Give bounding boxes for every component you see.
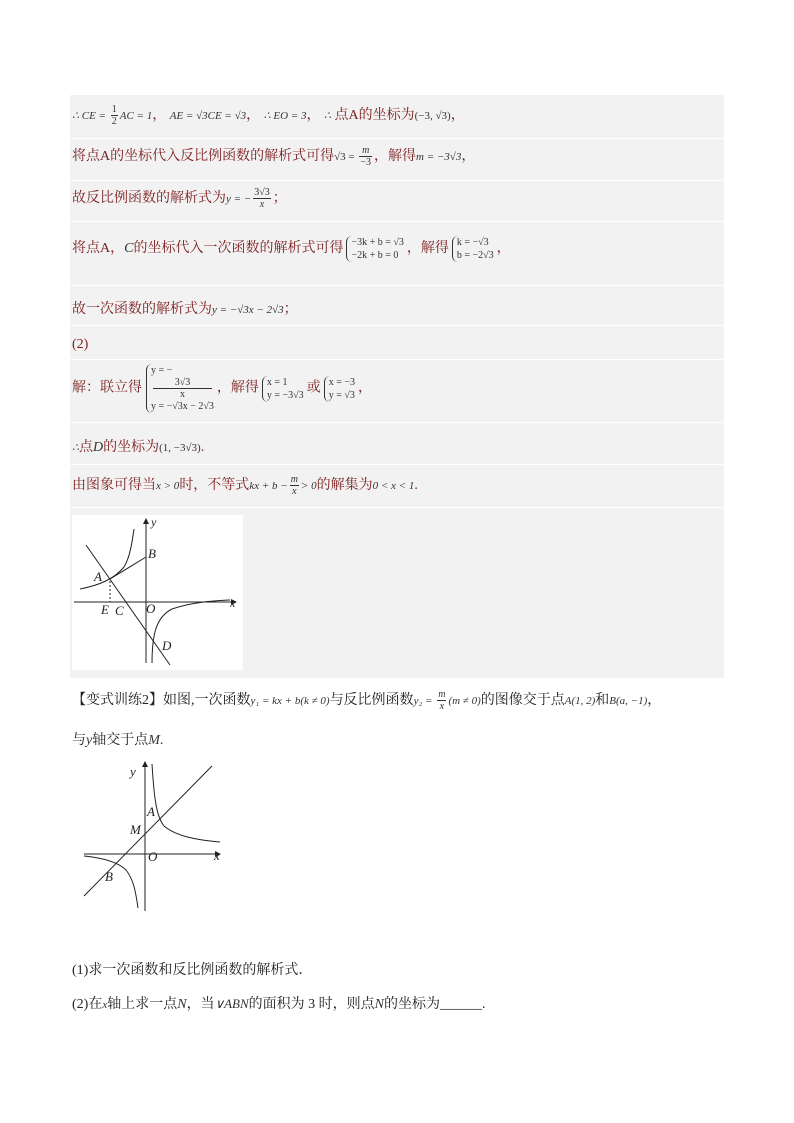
equation: y = −3√3 <box>266 389 304 401</box>
punct: . <box>414 478 418 493</box>
math: (m ≠ 0) <box>448 695 481 707</box>
label-B: B <box>148 546 156 561</box>
math: ∴ EO = 3 <box>263 110 307 122</box>
equation-system <box>346 236 403 262</box>
text: ，解得 <box>374 149 416 164</box>
math: y₁ = kx + b(k ≠ 0) <box>250 695 330 707</box>
punct: ， <box>461 149 476 164</box>
math: > 0 <box>300 480 317 492</box>
fraction-denominator: x <box>292 486 297 498</box>
linear-function-line <box>86 545 170 665</box>
answer-blank[interactable]: ______ <box>439 997 482 1012</box>
row-divider <box>70 180 724 181</box>
text: 故一次函数的解析式为 <box>72 302 212 317</box>
question-text: (1)求一次函数和反比例函数的解析式． <box>72 963 313 978</box>
figure-1-graph <box>72 515 243 670</box>
equation: x = −3 <box>328 376 355 388</box>
label-B: B <box>105 869 113 884</box>
text: 轴交于点 <box>92 733 149 748</box>
fraction <box>111 104 118 127</box>
equation: y = −√3x − 2√3 <box>151 401 214 412</box>
equation: b = −2√3 <box>456 250 494 261</box>
punct: ， <box>357 380 372 396</box>
text: 的坐标为 <box>383 997 440 1012</box>
fraction-denominator: 2 <box>111 116 117 128</box>
math: B(a, −1) <box>609 695 648 707</box>
math: (−3, √3) <box>414 110 451 122</box>
text: 的坐标为 <box>103 440 160 455</box>
math: M <box>148 733 160 748</box>
text: 或 <box>306 380 321 396</box>
fraction-numerator: m <box>438 689 446 701</box>
math: x <box>102 999 108 1011</box>
text: 的图像交于点 <box>480 693 565 708</box>
math: AC = 1 <box>119 110 153 122</box>
equation-system <box>452 236 494 262</box>
hyperbola-branch-right <box>152 600 230 663</box>
text: 点A的坐标为 <box>334 108 415 123</box>
row-divider <box>70 285 724 286</box>
punct: . <box>200 440 205 455</box>
text: 由图象可得当 <box>72 478 156 493</box>
text: 将点A的坐标代入反比例函数的解析式可得 <box>72 149 335 164</box>
math: N <box>177 997 187 1012</box>
fraction-denominator: x <box>439 701 445 713</box>
linear-function-line <box>84 766 212 896</box>
text: 将点A <box>72 241 111 257</box>
problem-line-2 <box>72 729 163 749</box>
text: 的坐标代入一次函数的解析式可得 <box>133 241 344 257</box>
math: m = −3√3 <box>416 151 462 163</box>
fraction-numerator: 3√3 <box>254 187 270 199</box>
punct: ， <box>110 241 125 257</box>
punct: ； <box>272 191 287 206</box>
text: 和 <box>595 693 610 708</box>
math: y <box>86 733 93 748</box>
solution-line-6 <box>72 337 88 353</box>
figure-2 <box>80 756 230 916</box>
fraction <box>359 145 372 168</box>
solution-line-2 <box>72 145 475 168</box>
text: 故反比例函数的解析式为 <box>72 191 226 206</box>
label-E: E <box>101 602 109 617</box>
text: 解：联立得 <box>72 380 142 396</box>
punct: ， <box>306 108 321 123</box>
fraction-numerator: m <box>290 474 298 486</box>
math: N <box>374 997 384 1012</box>
row-divider <box>70 325 724 326</box>
label-M: M <box>130 822 141 837</box>
fraction-denominator: −3 <box>360 157 371 169</box>
equation-system <box>324 376 355 402</box>
text: (2)在 <box>72 997 103 1012</box>
text: ，解得 <box>406 241 449 257</box>
solution-line-9 <box>72 474 418 497</box>
fraction-numerator: 3√3 <box>153 377 212 389</box>
solution-line-4 <box>72 236 511 262</box>
math: y₂ = <box>413 695 436 707</box>
math: C <box>124 241 134 257</box>
math: D <box>93 440 104 455</box>
text: (2) <box>72 337 89 352</box>
punct: ， <box>246 108 261 123</box>
equation: −3k + b = √3 <box>351 237 404 248</box>
solution-line-1 <box>72 104 465 127</box>
math: (1, −3√3) <box>159 442 201 454</box>
row-divider <box>70 221 724 222</box>
text: 的面积为 3 时，则点 <box>248 997 375 1012</box>
text: ，当 <box>186 997 215 1012</box>
math: ∴ CE = <box>72 110 109 122</box>
label-C: C <box>115 603 124 618</box>
text: 与 <box>72 733 86 748</box>
problem-line-1 <box>72 689 661 712</box>
fraction <box>253 187 271 210</box>
fraction-numerator: 1 <box>111 104 117 116</box>
punct: ， <box>496 241 511 257</box>
punct: ； <box>283 302 298 317</box>
equation: k = −√3 <box>456 237 489 248</box>
math: A(1, 2) <box>564 695 596 707</box>
row-divider <box>70 422 724 423</box>
math: √3 = <box>334 151 358 163</box>
equation-system <box>146 364 214 413</box>
fraction <box>153 377 212 400</box>
equation: y = − <box>151 365 173 376</box>
label-O: O <box>148 849 158 864</box>
label-y: y <box>151 515 157 529</box>
math: ∴ <box>323 110 331 122</box>
label-O: O <box>146 601 156 616</box>
equation-system <box>262 376 304 402</box>
solution-line-5 <box>72 298 298 318</box>
text: 【变式训练2】如图,一次函数 <box>72 693 251 708</box>
hyperbola-branch-left <box>80 529 134 589</box>
fraction-denominator: x <box>179 389 185 400</box>
punct: . <box>481 997 486 1012</box>
fraction <box>437 689 446 712</box>
equation: y = √3 <box>328 389 355 401</box>
fraction-denominator: x <box>259 199 265 211</box>
math: kx + b − <box>249 480 288 492</box>
math: ∴ <box>72 442 79 454</box>
math: AE = √3CE = √3 <box>169 110 247 122</box>
row-divider <box>70 359 724 360</box>
math: y = − <box>226 193 252 205</box>
row-divider <box>70 507 724 508</box>
question-1 <box>72 959 312 979</box>
text: 的解集为 <box>316 478 373 493</box>
solution-line-8 <box>72 436 204 456</box>
label-D: D <box>162 638 172 653</box>
fraction <box>290 474 299 497</box>
figure-2-graph <box>80 756 230 916</box>
math: ∨ABN <box>214 996 249 1011</box>
row-divider <box>70 138 724 139</box>
label-A: A <box>94 569 102 584</box>
row-divider <box>70 464 724 465</box>
text: 轴上求一点 <box>107 997 178 1012</box>
question-2 <box>72 993 485 1013</box>
text: 与反比例函数 <box>329 693 414 708</box>
math: y = −√3x − 2√3 <box>212 304 284 316</box>
punct: . <box>159 733 164 748</box>
equation: −2k + b = 0 <box>351 250 399 261</box>
text: 点 <box>79 440 93 455</box>
math: x > 0 <box>156 480 180 492</box>
label-A: A <box>147 804 155 819</box>
label-x: x <box>230 596 236 610</box>
solution-line-3 <box>72 187 287 210</box>
segment-AB <box>110 557 146 579</box>
fraction-numerator: m <box>359 145 372 157</box>
solution-line-7 <box>72 364 372 413</box>
punct: ， <box>152 108 167 123</box>
hyperbola-branch-right <box>152 764 220 842</box>
punct: ， <box>647 693 662 708</box>
label-y: y <box>130 764 136 779</box>
label-x: x <box>214 848 220 863</box>
text: ，解得 <box>216 380 259 396</box>
math: 0 < x < 1 <box>372 480 415 492</box>
figure-1 <box>72 515 243 670</box>
equation: x = 1 <box>266 376 288 388</box>
text: 时，不等式 <box>179 478 250 493</box>
punct: ， <box>450 108 465 123</box>
